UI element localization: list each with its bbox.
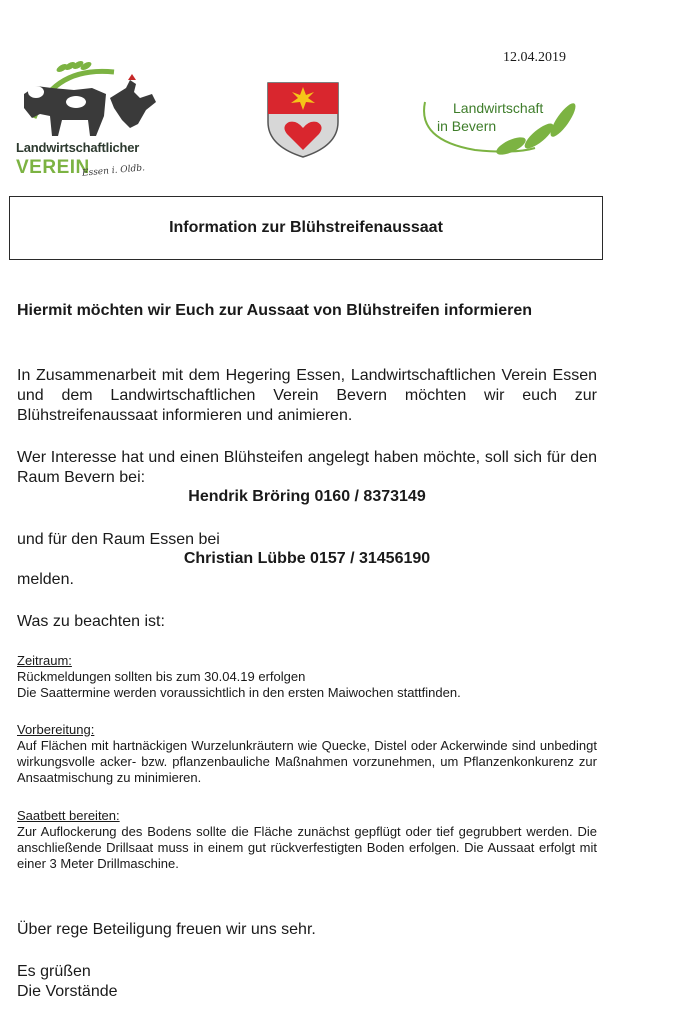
verein-logo xyxy=(14,58,174,188)
interest-paragraph: Wer Interesse hat und einen Blühsteifen angelegt haben möchte, soll sich für den Raum Bevern bei: xyxy=(17,449,597,486)
document-title: Information zur Blühstreifenaussaat xyxy=(169,219,443,236)
crest-icon xyxy=(265,80,341,160)
vorbereitung-text: Auf Flächen mit hartnäckigen Wurzelunkräutern wie Quecke, Distel oder Ackerwinde sind unbedingt wirkungsvolle acker- bzw. pflanzenbauliche Maßnahmen vorzunehmen, um Pflanzenkonkurenz zur Ansaatmischung zu minimieren. xyxy=(17,738,597,785)
verein-logo-text-2: VEREIN xyxy=(16,157,90,178)
greeting-line-1: Es grüßen xyxy=(17,963,91,980)
contact-bevern: Hendrik Bröring 0160 / 8373149 xyxy=(188,488,426,505)
saatbett-title: Saatbett bereiten: xyxy=(17,808,120,823)
document-title-box xyxy=(9,196,603,260)
melden-text: melden. xyxy=(17,571,74,588)
section-vorbereitung xyxy=(17,722,597,786)
saatbett-text: Zur Auflockerung des Bodens sollte die Fläche zunächst gepflügt oder tief gegrubbert werden. Die anschließende Drillsaat muss in einem gut rückverfestigten Boden erfolgen. Die Aussaat erfolgt mit einer 3 Meter Drillmaschine. xyxy=(17,824,597,871)
zeitraum-line-1: Rückmeldungen sollten bis zum 30.04.19 erfolgen xyxy=(17,669,306,684)
section-saatbett xyxy=(17,808,597,872)
contact-essen: Christian Lübbe 0157 / 31456190 xyxy=(183,550,431,567)
zeitraum-title: Zeitraum: xyxy=(17,653,72,668)
closing-text: Über rege Beteiligung freuen wir uns sehr. xyxy=(17,921,316,938)
verein-logo-text-3: Essen i. Oldb. xyxy=(81,163,146,179)
bevern-logo xyxy=(415,90,585,162)
municipal-crest xyxy=(265,80,341,160)
document-date: 12.04.2019 xyxy=(503,50,566,65)
zeitraum-line-2: Die Saattermine werden voraussichtlich in den ersten Maiwochen stattfinden. xyxy=(17,685,461,700)
intro-paragraph: In Zusammenarbeit mit dem Hegering Essen, Landwirtschaftlichen Verein Essen und dem Landwirtschaftlichen Verein Bevern möchten wir euch zur Blühstreifenaussaat informieren und animieren. xyxy=(17,367,597,424)
essen-intro: und für den Raum Essen bei xyxy=(17,531,220,548)
cow-rooster-icon xyxy=(14,58,174,142)
bevern-logo-text-1: Landwirtschaft xyxy=(453,100,544,116)
verein-logo-text-1: Landwirtschaftlicher xyxy=(16,140,140,155)
notes-heading: Was zu beachten ist: xyxy=(17,613,165,630)
headline: Hiermit möchten wir Euch zur Aussaat von Blühstreifen informieren xyxy=(17,302,533,319)
vorbereitung-title: Vorbereitung: xyxy=(17,722,95,737)
greeting-line-2: Die Vorstände xyxy=(17,983,118,1000)
bevern-logo-text-2: in Bevern xyxy=(437,118,497,134)
section-zeitraum xyxy=(17,653,597,701)
